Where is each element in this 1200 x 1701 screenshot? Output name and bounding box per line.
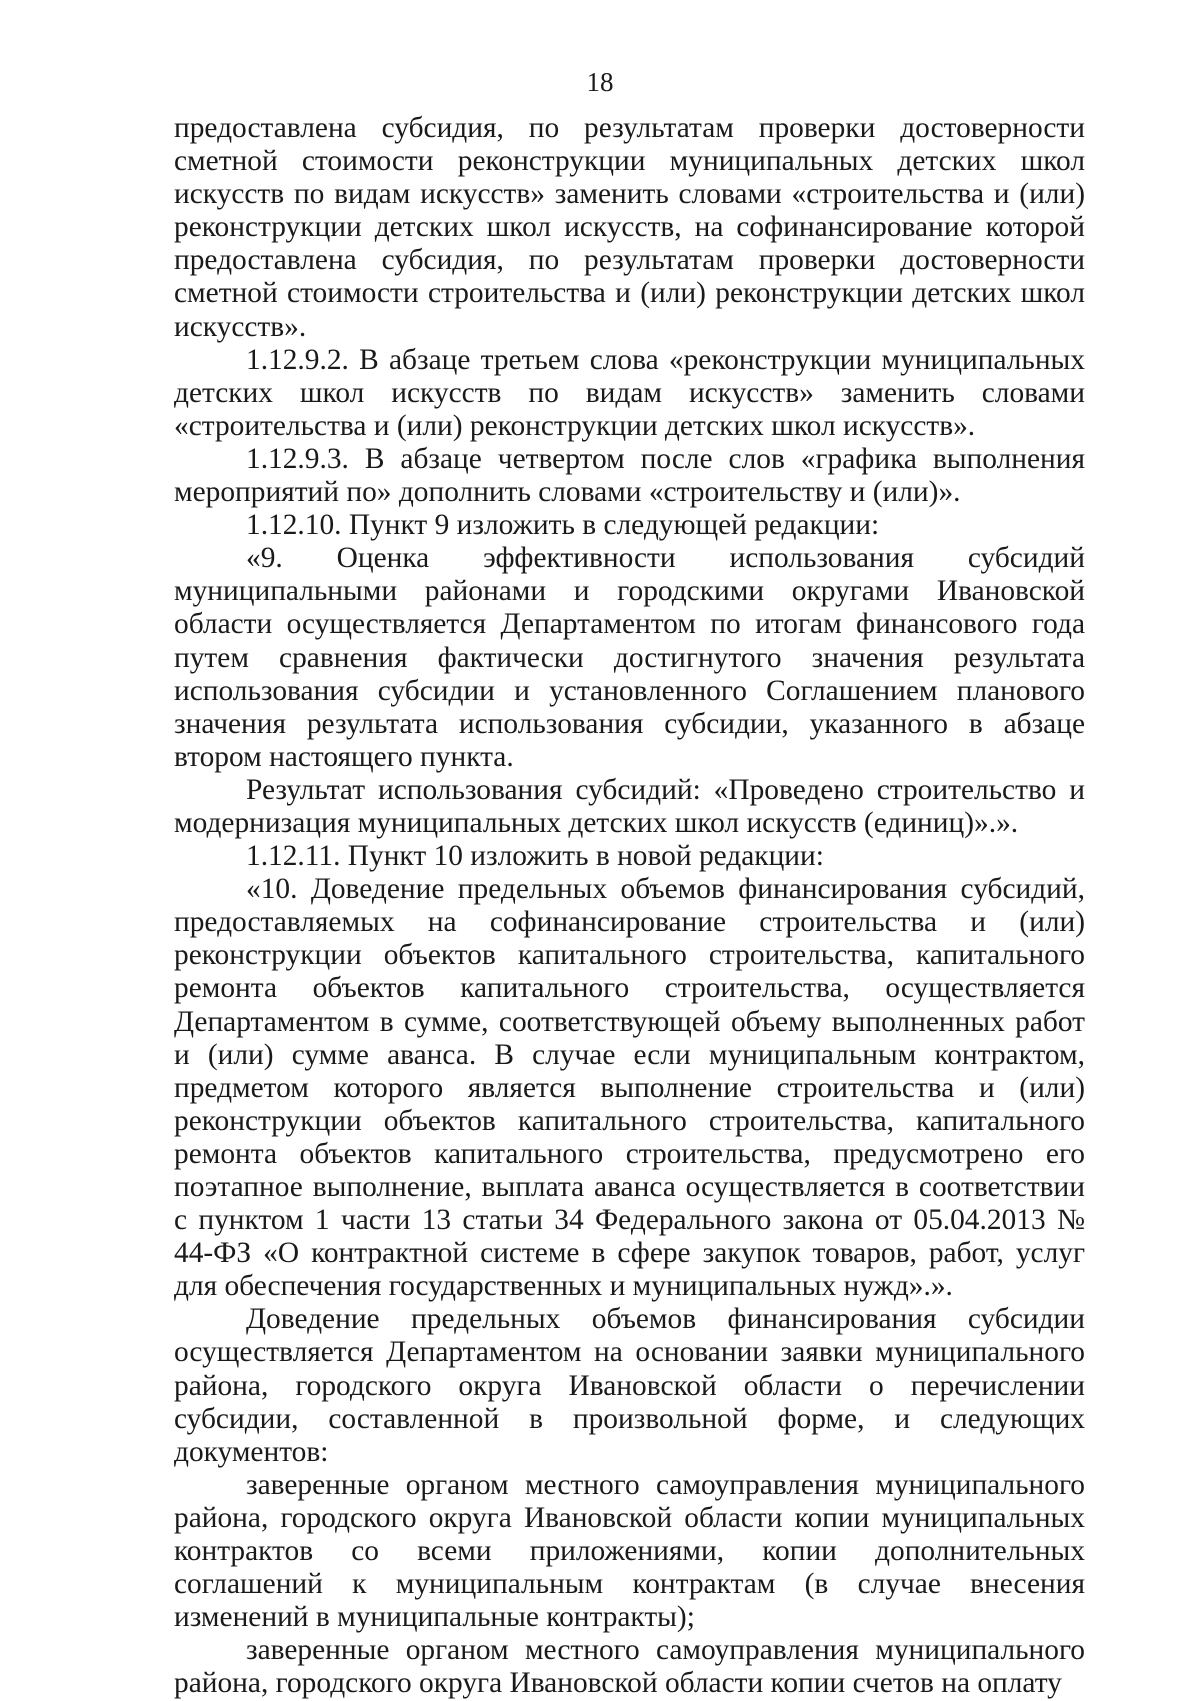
paragraph-1-12-11: 1.12.11. Пункт 10 изложить в новой редакции: [246,840,824,873]
paragraph-1-12-9-2: 1.12.9.2. В абзаце третьем слова «реконструкции муниципальных детских школ искусств по видам искусств» заменить словами «строительства и (или) реконструкции детских школ искусств». [174,343,1085,442]
paragraph-1-12-9-3: 1.12.9.3. В абзаце четвертом после слов «графика выполнения мероприятий по» дополнить словами «строительству и (или)». [174,442,1085,509]
document-body [174,112,1085,1701]
paragraph-invoice-copies: заверенные органом местного самоуправления муниципального района, городского округа Ивановской области копии счетов на оплату [174,1634,1085,1700]
paragraph-item-9: «9. Оценка эффективности использования субсидий муниципальными районами и городскими округами Ивановской области осуществляется Департаментом по итогам финансового года путем сравнения фактически достигнутого значения результата использования субсидии и установленного Соглашением планового значения результата использования субсидии, указанного в абзаце втором настоящего пункта. [174,542,1085,773]
paragraph-subsidy-result: Результат использования субсидий: «Проведено строительство и модернизация муниципальных детских школ искусств (единиц)».». [174,773,1085,839]
paragraph-item-10: «10. Доведение предельных объемов финансирования субсидий, предоставляемых на софинансирование строительства и (или) реконструкции объектов капитального строительства, капитального ремонта объектов капитального строительства, осуществляется Департаментом в сумме, соответствующей объему выполненных работ и (или) сумме аванса. В случае если муниципальным контрактом, предметом которого является выполнение строительства и (или) реконструкции объектов капитального строительства, капитального ремонта объектов капитального строительства, предусмотрено его поэтапное выполнение, выплата аванса осуществляется в соответствии с пунктом 1 части 13 статьи 34 Федерального закона от 05.04.2013 № 44-ФЗ «О контрактной системе в сфере закупок товаров, работ, услуг для обеспечения государственных и муниципальных нужд».». [174,873,1085,1303]
paragraph-continuation: предоставлена субсидия, по результатам проверки достоверности сметной стоимости реконструкции муниципальных детских школ искусств по видам искусств» заменить словами «строительства и (или) реконструкции детских школ искусств, на софинансирование которой предоставлена субсидия, по результатам проверки достоверности сметной стоимости строительства и (или) реконструкции детских школ искусств». [174,112,1085,343]
paragraph-funding-limits: Доведение предельных объемов финансирования субсидии осуществляется Департаментом на основании заявки муниципального района, городского округа Ивановской области о перечислении субсидии, составленной в произвольной форме, и следующих документов: [174,1303,1085,1468]
paragraph-contract-copies: заверенные органом местного самоуправления муниципального района, городского округа Ивановской области копии муниципальных контрактов со всеми приложениями, копии дополнительных соглашений к муниципальным контрактам (в случае внесения изменений в муниципальные контракты); [174,1468,1085,1634]
paragraph-1-12-10: 1.12.10. Пункт 9 изложить в следующей редакции: [246,509,880,542]
page-number: 18 [586,67,614,97]
